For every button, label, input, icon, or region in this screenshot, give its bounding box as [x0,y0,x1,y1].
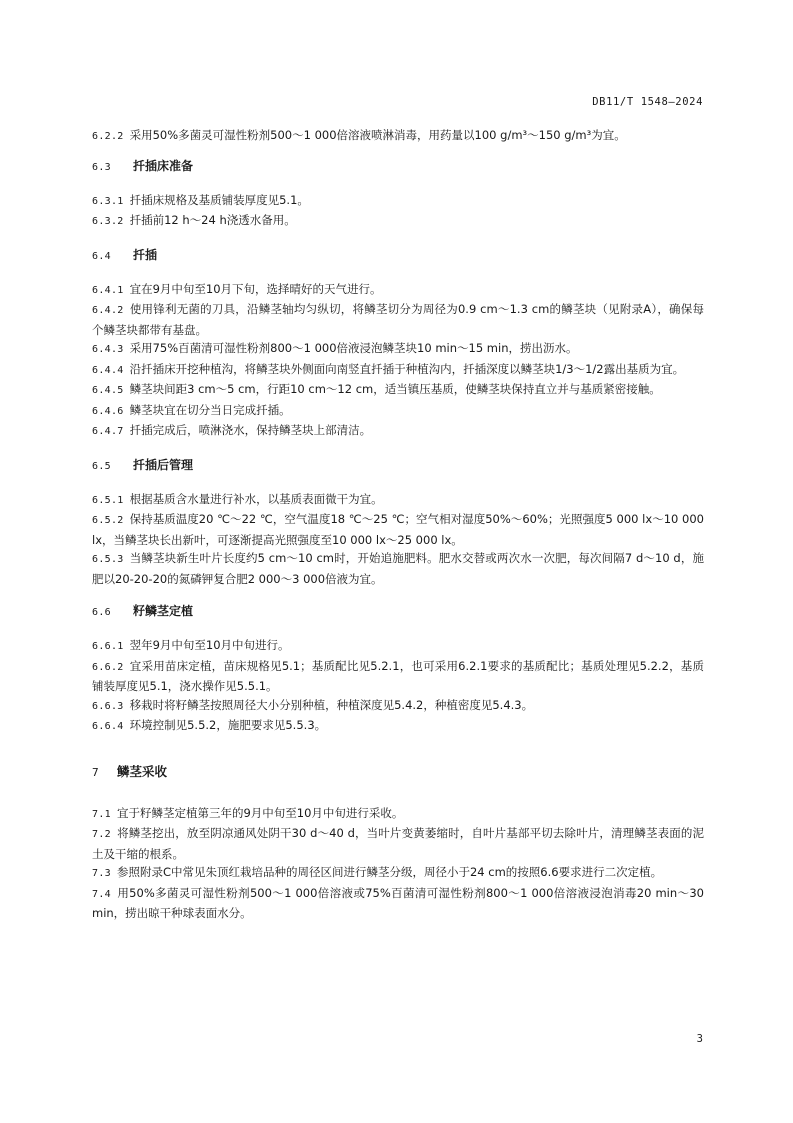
clause-number: 6.6.3 [92,700,124,712]
clause-text: 翌年9月中旬至10月中旬进行。 [129,638,290,652]
clause-number: 6.3 [92,161,111,173]
clause-number: 6.6.2 [92,661,124,673]
clause-number: 6.4.3 [92,344,124,355]
clause-number: 6.3.1 [92,195,124,207]
clause-paragraph [92,401,704,422]
clause-number: 7 [92,765,99,779]
clause-number: 6.4.4 [92,364,124,376]
clause-text: 采用75%百菌清可湿性粉剂800～1 000倍液浸泡鳞茎块10 min～15 min，捞出沥水。 [129,341,578,355]
clause-paragraph [92,510,704,549]
clause-text: 采用50%多菌灵可湿性粉剂500～1 000倍溶液喷淋消毒，用药量以100 g/m³～150 g/m³为宜。 [129,128,626,142]
clause-text: 扦插完成后，喷淋浇水，保持鳞茎块上部清洁。 [129,423,372,437]
clause-number: 6.2.2 [92,131,124,142]
clause-paragraph [92,804,704,825]
clause-text: 将鳞茎挖出，放至阴凉通风处阴干30 d～40 d，当叶片变黄萎缩时，自叶片基部平切去除叶片，清理鳞茎表面的泥土及干缩的根系。 [92,826,704,861]
clause-text: 扦插后管理 [132,457,193,472]
clause-number: 6.4.6 [92,405,124,417]
clause-number: 6.4.5 [92,385,124,396]
clause-text: 扦插 [132,247,157,262]
clause-paragraph [92,490,704,511]
clause-number: 6.3.2 [92,216,124,227]
section-heading [92,246,704,266]
clause-text: 鳞茎块宜在切分当日完成扦插。 [129,402,291,417]
clause-number: 6.6.1 [92,641,124,652]
clause-paragraph [92,549,704,588]
clause-number: 6.5.2 [92,515,124,526]
clause-text: 沿扦插床开挖种植沟，将鳞茎块外侧面向南竖直扦插于种植沟内，扦插深度以鳞茎块1/3～1/2露出基质为宜。 [129,361,685,376]
clause-number: 6.5.3 [92,554,124,565]
clause-text: 当鳞茎块新生叶片长度约5 cm～10 cm时，开始追施肥料。肥水交替或两次水一次肥，每次间隔7 d～10 d，施肥以20-20-20的氮磷钾复合肥2 000～3 000倍液为宜。 [92,551,704,586]
clause-text: 用50%多菌灵可湿性粉剂500～1 000倍溶液或75%百菌清可湿性粉剂800～1 000倍溶液浸泡消毒20 min～30 min，捞出晾干种球表面水分。 [92,885,704,920]
clause-paragraph [92,380,704,401]
chapter-heading [92,763,704,782]
clause-paragraph [92,339,704,360]
clause-number: 6.4.2 [92,305,124,316]
clause-text: 扦插床规格及基质铺装厚度见5.1。 [129,192,309,207]
clause-paragraph [92,863,704,884]
clause-paragraph [92,696,704,717]
clause-text: 环境控制见5.5.2，施肥要求见5.5.3。 [129,718,327,732]
clause-number: 6.4.7 [92,426,124,437]
clause-text: 使用锋利无菌的刀具，沿鳞茎轴均匀纵切，将鳞茎切分为周径为0.9 cm～1.3 cm的鳞茎块（见附录A），确保每个鳞茎块都带有基盘。 [92,302,704,337]
document-body [92,126,704,923]
clause-number: 6.5.1 [92,494,124,506]
clause-text: 保持基质温度20 ℃～22 ℃，空气温度18 ℃～25 ℃；空气相对湿度50%～60%；光照强度5 000 lx～10 000 lx，当鳞茎块长出新叶，可逐渐提高光照强度至10 000 lx～25 000 lx。 [92,512,704,547]
page-number: 3 [696,1033,703,1045]
clause-text: 根据基质含水量进行补水，以基质表面微干为宜。 [129,491,383,506]
clause-number: 7.4 [92,888,111,900]
clause-number: 6.6 [92,607,111,618]
clause-number: 7.1 [92,808,111,820]
clause-text: 籽鳞茎定植 [132,604,193,618]
clause-paragraph [92,360,704,381]
clause-number: 6.6.4 [92,721,124,732]
clause-paragraph [92,884,704,923]
clause-paragraph [92,191,704,212]
section-heading [92,456,704,476]
clause-text: 移栽时将籽鳞茎按照周径大小分别种植，种植深度见5.4.2，种植密度见5.4.3。 [129,697,534,712]
standard-code: DB11/T 1548—2024 [592,96,703,108]
section-heading [92,157,704,177]
clause-paragraph [92,300,704,339]
clause-paragraph [92,716,704,737]
clause-paragraph [92,657,704,696]
clause-paragraph [92,824,704,863]
clause-number: 6.4 [92,250,111,262]
clause-paragraph [92,421,704,442]
clause-text: 鳞茎块间距3 cm～5 cm，行距10 cm～12 cm，适当镇压基质，使鳞茎块保持直立并与基质紧密接触。 [129,382,661,396]
clause-number: 7.3 [92,868,111,879]
clause-text: 参照附录C中常见朱顶红栽培品种的周径区间进行鳞茎分级，周径小于24 cm的按照6.6要求进行二次定植。 [116,865,663,879]
clause-number: 7.2 [92,829,111,840]
clause-text: 扦插前12 h～24 h浇透水备用。 [129,213,296,227]
clause-text: 宜在9月中旬至10月下旬，选择晴好的天气进行。 [129,281,382,296]
section-heading [92,602,704,622]
clause-text: 鳞茎采收 [116,763,167,779]
clause-number: 6.4.1 [92,284,124,296]
clause-paragraph [92,636,704,657]
clause-text: 宜于籽鳞茎定植第三年的9月中旬至10月中旬进行采收。 [116,805,404,820]
clause-number: 6.5 [92,460,111,472]
clause-paragraph [92,280,704,301]
clause-paragraph [92,126,704,147]
clause-text: 扦插床准备 [132,158,193,173]
clause-paragraph [92,211,704,232]
clause-text: 宜采用苗床定植，苗床规格见5.1；基质配比见5.2.1，也可采用6.2.1要求的基质配比；基质处理见5.2.2，基质铺装厚度见5.1，浇水操作见5.5.1。 [92,658,704,693]
